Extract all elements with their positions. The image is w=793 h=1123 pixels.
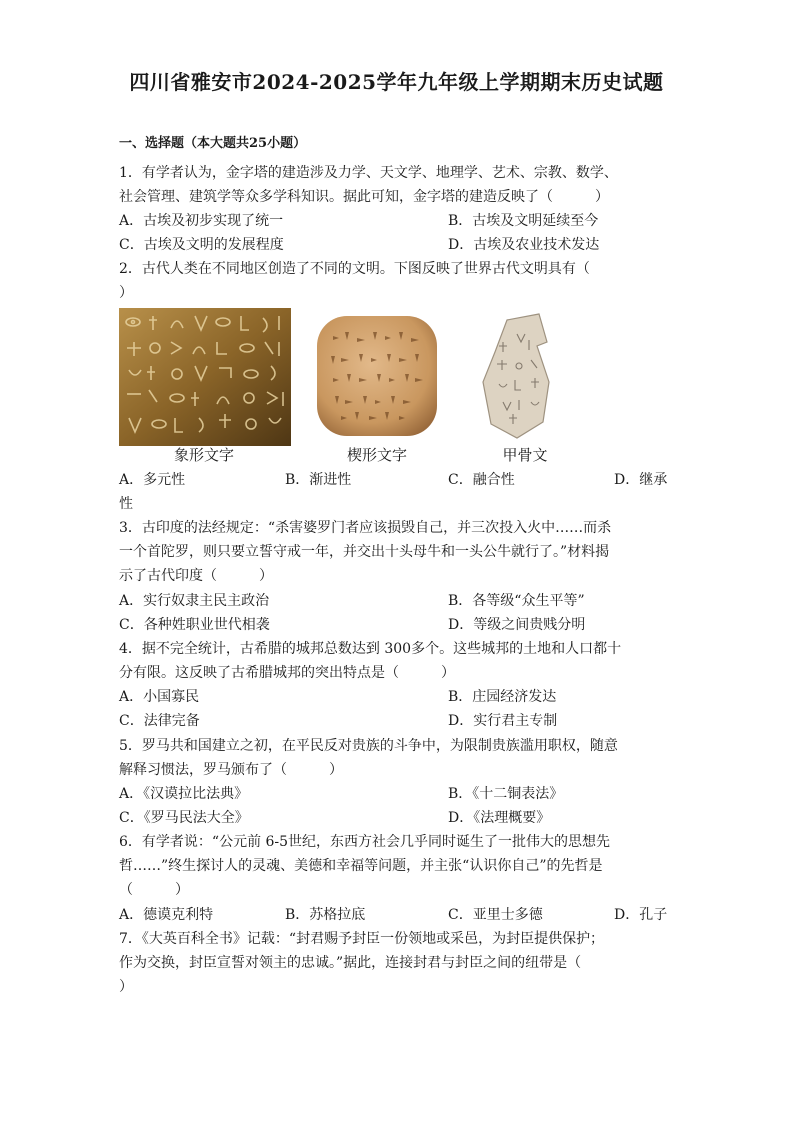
- q2-option-b: B．渐进性: [285, 472, 352, 488]
- q6-stem-line1: 6．有学者说：“公元前 6-5世纪，东西方社会几乎同时诞生了一批伟大的思想先: [119, 834, 611, 850]
- q6-option-d: D．孔子: [614, 907, 668, 923]
- q2-stem-line1: 2．古代人类在不同地区创造了不同的文明。下图反映了世界古代文明具有（: [119, 261, 590, 277]
- q5-stem-line1: 5．罗马共和国建立之初，在平民反对贵族的斗争中，为限制贵族滥用职权，随意: [119, 738, 618, 754]
- q5-option-c: C．《罗马民法大全》: [119, 810, 249, 826]
- q3-stem-line1: 3．古印度的法经规定：“杀害婆罗门者应该损毁自己，并三次投入火中……而杀: [119, 520, 612, 536]
- q2-option-d: D．继承: [614, 472, 668, 488]
- cuneiform-tablet-image: [313, 312, 441, 444]
- q1-option-d: D．古埃及农业技术发达: [448, 237, 600, 253]
- q6-stem-line2: 哲……”终生探讨人的灵魂、美德和幸福等问题，并主张“认识你自己”的先哲是: [119, 858, 603, 874]
- q1-option-a: A．古埃及初步实现了统一: [119, 213, 284, 229]
- q1-option-b: B．古埃及文明延续至今: [448, 213, 599, 229]
- q4-stem-line2: 分有限。这反映了古希腊城邦的突出特点是（ ）: [119, 665, 455, 681]
- q1-stem-line1: 1．有学者认为，金字塔的建造涉及力学、天文学、地理学、艺术、宗教、数学、: [119, 165, 618, 181]
- q4-option-a: A．小国寡民: [119, 689, 200, 705]
- q2-option-a: A．多元性: [119, 472, 186, 488]
- q2-stem-line2: ）: [119, 285, 133, 301]
- q7-stem-line3: ）: [119, 979, 133, 995]
- section-heading: 一、选择题（本大题共25小题）: [119, 136, 307, 151]
- q3-option-d: D．等级之间贵贱分明: [448, 617, 586, 633]
- page-title: 四川省雅安市2024-2025学年九年级上学期期末历史试题: [129, 70, 664, 94]
- q7-stem-line1: 7．《大英百科全书》记载：“封君赐予封臣一份领地或采邑，为封臣提供保护；: [119, 931, 605, 947]
- q3-option-b: B．各等级“众生平等”: [448, 593, 585, 609]
- hieroglyph-image: [119, 308, 291, 450]
- q4-stem-line1: 4．据不完全统计，古希腊的城邦总数达到 300多个。这些城邦的土地和人口都十: [119, 641, 622, 657]
- q4-option-b: B．庄园经济发达: [448, 689, 557, 705]
- q1-stem-line2: 社会管理、建筑学等众多学科知识。据此可知，金字塔的建造反映了（ ）: [119, 189, 609, 205]
- q4-option-d: D．实行君主专制: [448, 713, 558, 729]
- q5-option-a: A．《汉谟拉比法典》: [119, 786, 249, 802]
- q5-option-b: B．《十二铜表法》: [448, 786, 564, 802]
- q2-option-c: C．融合性: [448, 472, 515, 488]
- q1-option-c: C．古埃及文明的发展程度: [119, 237, 284, 253]
- q5-stem-line2: 解释习惯法，罗马颁布了（ ）: [119, 762, 343, 778]
- oracle-bone-image: [477, 312, 573, 446]
- caption-hieroglyph: 象形文字: [173, 446, 234, 464]
- q2-option-d-continued: 性: [119, 496, 133, 512]
- q5-option-d: D．《法理概要》: [448, 810, 551, 826]
- q6-option-a: A．德谟克利特: [119, 907, 214, 923]
- caption-oracle-bone: 甲骨文: [502, 446, 548, 464]
- q3-stem-line2: 一个首陀罗，则只要立誓守戒一年，并交出十头母牛和一头公牛就行了。”材料揭: [119, 544, 610, 560]
- q3-option-a: A．实行奴隶主民主政治: [119, 593, 270, 609]
- q4-option-c: C．法律完备: [119, 713, 200, 729]
- caption-cuneiform: 楔形文字: [346, 446, 407, 464]
- q7-stem-line2: 作为交换，封臣宣誓对领主的忠诚。”据此，连接封君与封臣之间的纽带是（: [119, 955, 582, 971]
- q6-option-b: B．苏格拉底: [285, 907, 366, 923]
- q6-option-c: C．亚里士多德: [448, 907, 543, 923]
- q3-stem-line3: 示了古代印度（ ）: [119, 568, 273, 584]
- q3-option-c: C．各种姓职业世代相袭: [119, 617, 270, 633]
- q6-stem-line3: （ ）: [119, 882, 189, 898]
